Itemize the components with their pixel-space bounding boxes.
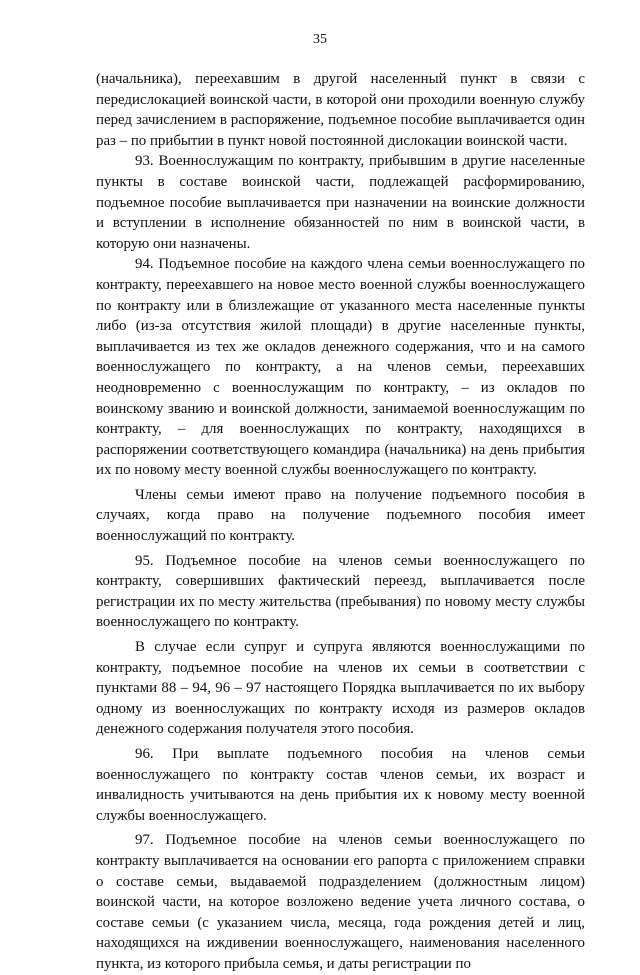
paragraph-97: 97. Подъемное пособие на членов семьи военнослужащего по контракту выплачивается на основании его рапорта с приложением справки о составе семьи, выдаваемой подразделением (должностным лицом) воинской части, на которое возложено ведение учета личного состава, о составе семьи (с указанием числа, месяца, года рождения детей и лиц, находящихся на иждивении военнослужащего, наименования населенного пункта, из которого прибыла семья, и даты регистрации по: [96, 832, 585, 972]
paragraph-continuation: (начальника), переехавшим в другой населенный пункт в связи с передислокацией воинской части, в которой они проходили военную службу перед зачислением в распоряжение, подъемное пособие выплачивается один раз – по прибытии в пункт новой постоянной дислокации воинской части.: [96, 71, 585, 149]
paragraph-93: 93. Военнослужащим по контракту, прибывшим в другие населенные пункты в составе воинской части, подлежащей расформированию, подъемное пособие выплачивается при назначении на воинские должности и вступлении в исполнение обязанностей по ним в воинской части, в которую они назначены.: [96, 153, 585, 252]
paragraph-95: 95. Подъемное пособие на членов семьи военнослужащего по контракту, совершивших фактический переезд, выплачивается после регистрации их по месту жительства (пребывания) по новому месту службы военнослужащего по контракту.: [96, 552, 585, 631]
paragraph-94: 94. Подъемное пособие на каждого члена семьи военнослужащего по контракту, переехавшего на новое место военной службы военнослужащего по контракту или в близлежащие от указанного места населенные пункты либо (из-за отсутствия жилой площади) в другие населенные пункты, выплачивается из тех же окладов денежного содержания, что и на самого военнослужащего по контракту, а на членов семьи, переехавших неодновременно с военнослужащим по контракту, – из окладов по воинскому званию и воинской должности, занимаемой военнослужащим по контракту, – для военнослужащих по контракту, находящихся в распоряжении соответствующего командира (начальника) на день прибытия их по новому месту военной службы военнослужащего по контракту.: [96, 256, 585, 479]
document-body: [96, 69, 585, 975]
paragraph-94-family-rights: Члены семьи имеют право на получение подъемного пособия в случаях, когда право на получение подъемного пособия имеет военнослужащий по контракту.: [96, 486, 585, 545]
paragraph-95-spouses: В случае если супруг и супруга являются военнослужащими по контракту, подъемное пособие на членов их семьи в соответствии с пунктами 88 – 94, 96 – 97 настоящего Порядка выплачивается по их выбору одному из военнослужащих по контракту исходя из размеров окладов денежного содержания получателя этого пособия.: [96, 639, 585, 738]
paragraph-96: 96. При выплате подъемного пособия на членов семьи военнослужащего по контракту состав членов семьи, их возраст и инвалидность учитываются на день прибытия их к новому месту военной службы военнослужащего.: [96, 746, 585, 824]
page-number: 35: [313, 32, 327, 47]
